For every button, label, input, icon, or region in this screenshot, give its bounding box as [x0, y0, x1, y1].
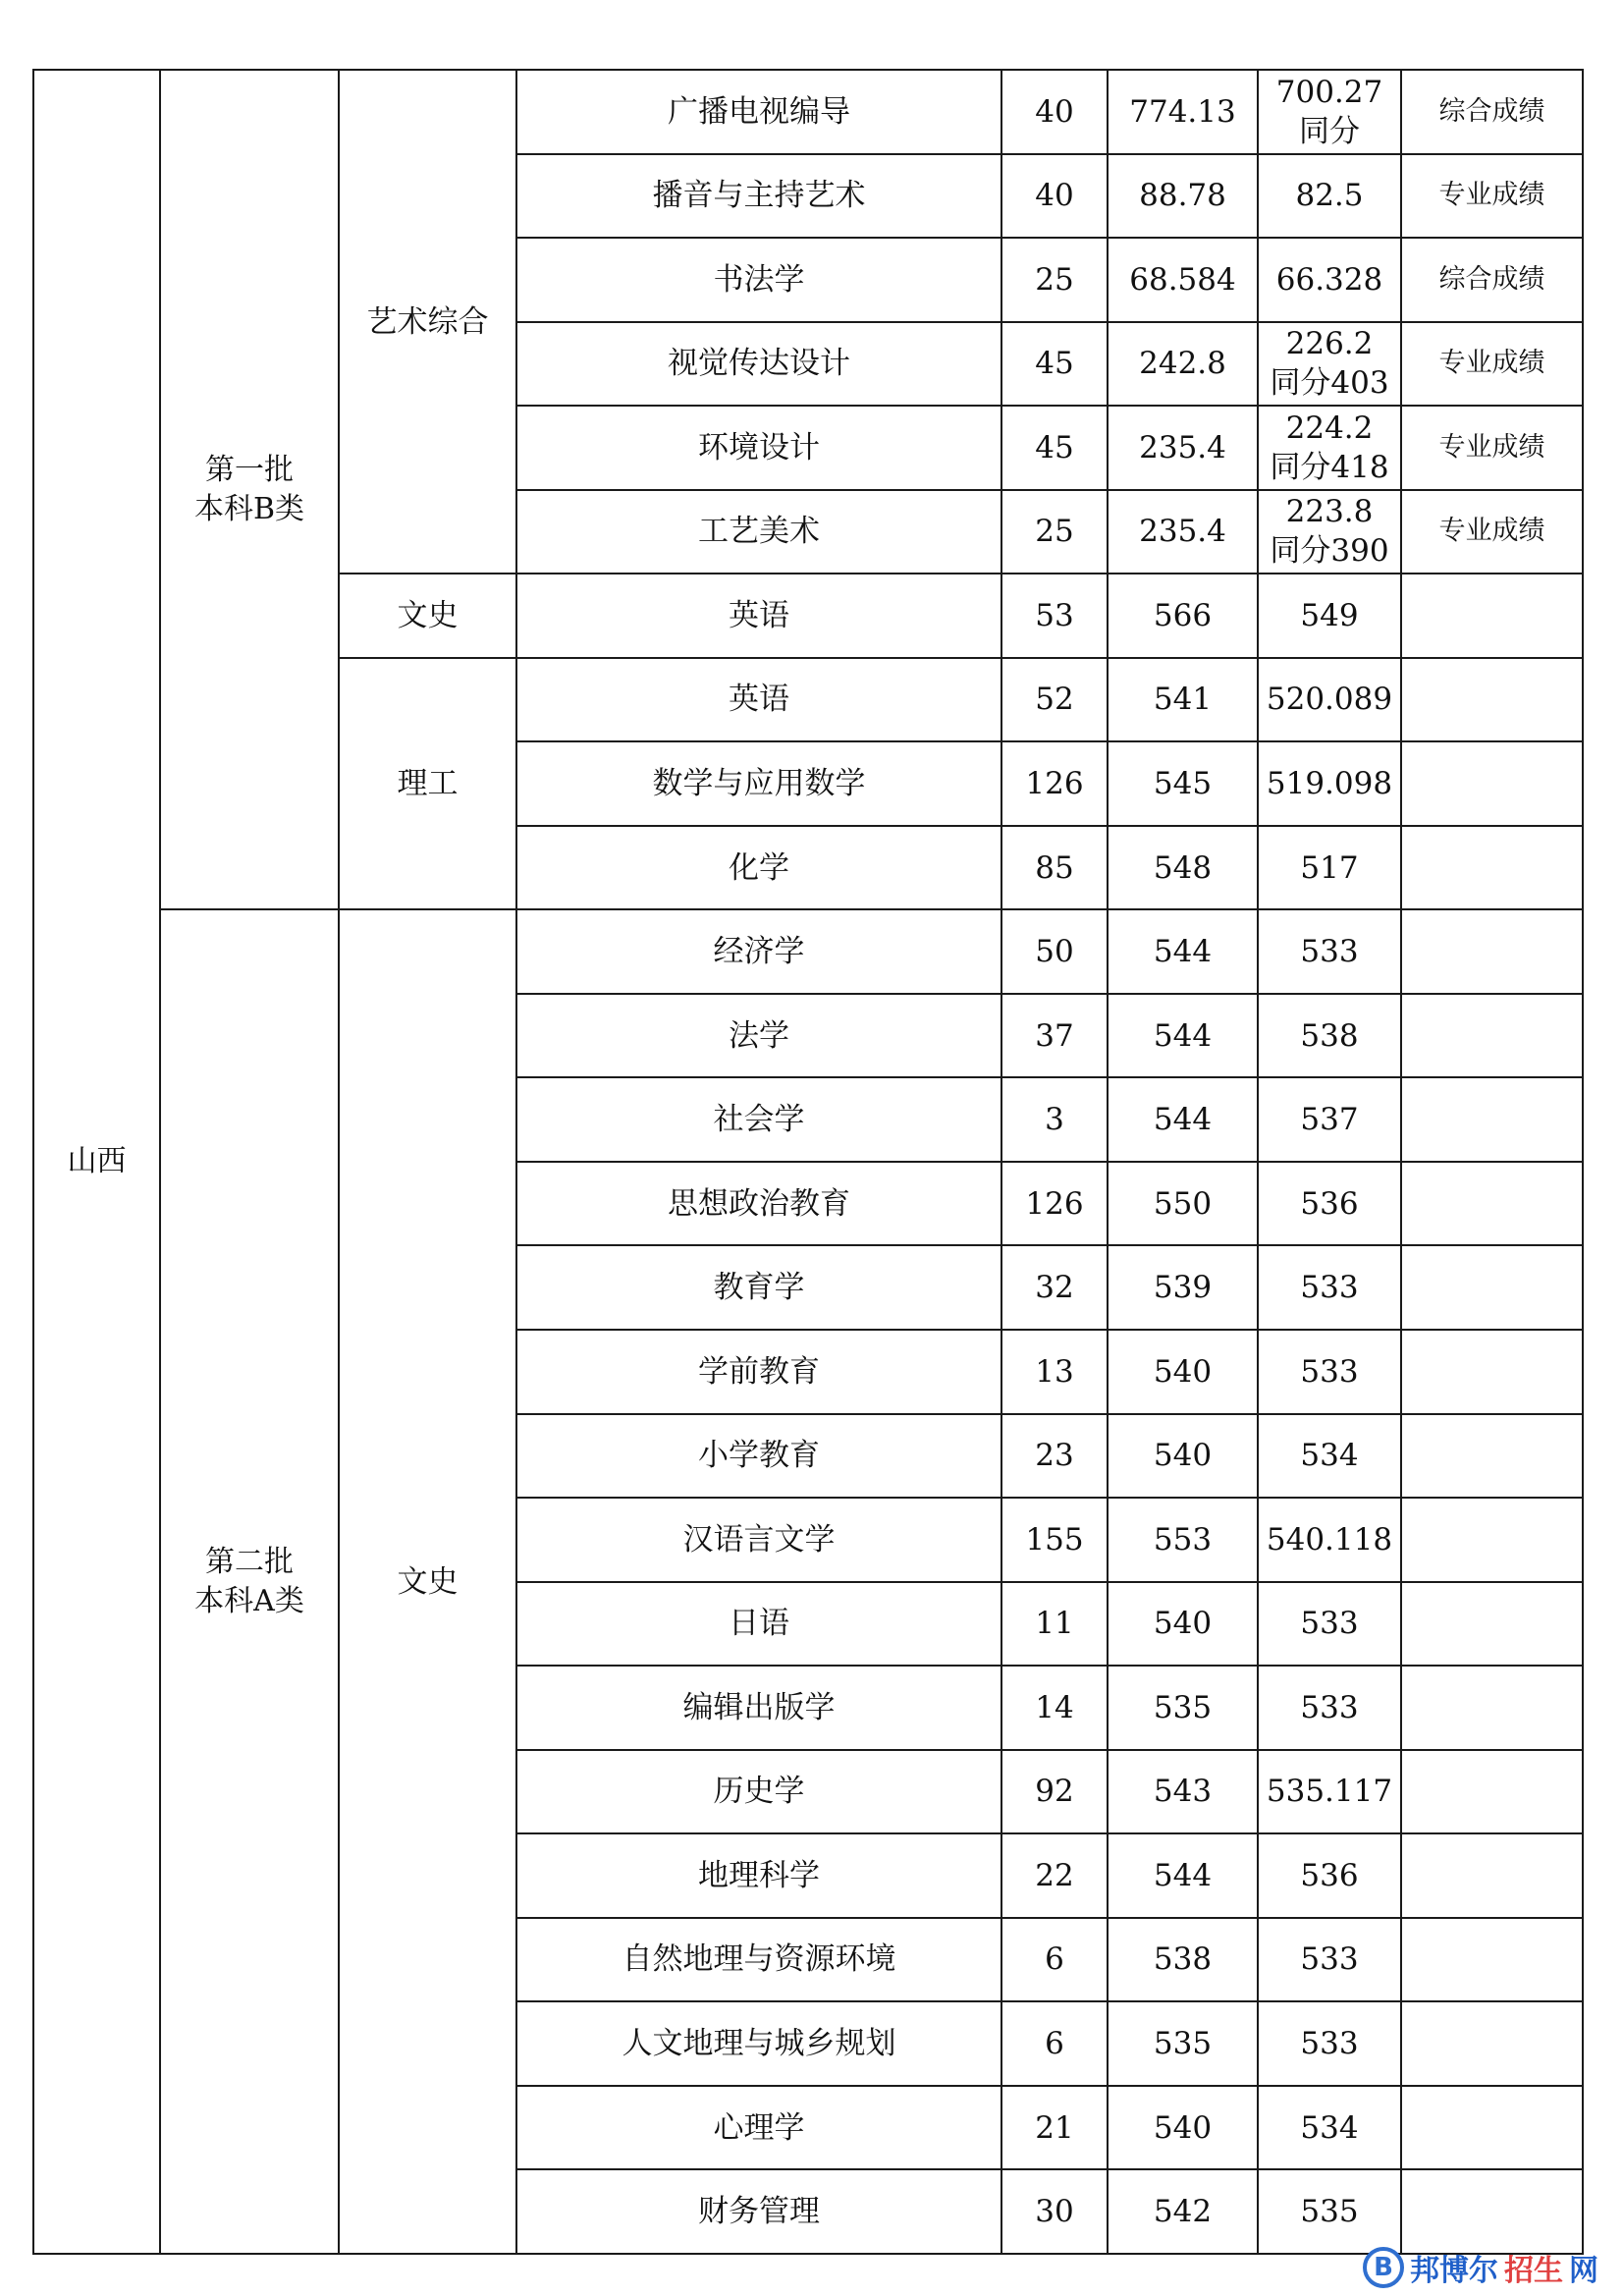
major-cell: 人文地理与城乡规划 — [516, 2001, 1001, 2086]
plan-count-cell: 14 — [1001, 1666, 1108, 1750]
plan-count-cell: 40 — [1001, 154, 1108, 239]
min-score-cell: 535 — [1258, 2169, 1401, 2254]
min-score-note: 同分 — [1299, 113, 1360, 149]
remark-cell — [1401, 1245, 1583, 1330]
major-cell: 地理科学 — [516, 1833, 1001, 1918]
min-score-value: 700.27 — [1275, 74, 1383, 110]
plan-count-cell: 50 — [1001, 909, 1108, 994]
max-score-cell: 540 — [1108, 2086, 1258, 2170]
plan-count-cell: 3 — [1001, 1077, 1108, 1162]
major-cell: 英语 — [516, 658, 1001, 742]
max-score-cell: 544 — [1108, 909, 1258, 994]
plan-count-cell: 92 — [1001, 1750, 1108, 1834]
min-score-cell: 517 — [1258, 826, 1401, 910]
remark-cell — [1401, 1666, 1583, 1750]
remark-cell — [1401, 909, 1583, 994]
max-score-cell: 538 — [1108, 1918, 1258, 2002]
min-score-cell — [1258, 322, 1401, 407]
max-score-cell: 540 — [1108, 1414, 1258, 1499]
min-score-note: 同分390 — [1270, 533, 1389, 570]
min-score-cell: 536 — [1258, 1162, 1401, 1246]
max-score-cell: 68.584 — [1108, 238, 1258, 322]
plan-count-cell: 45 — [1001, 406, 1108, 490]
major-cell: 经济学 — [516, 909, 1001, 994]
min-score-cell: 533 — [1258, 909, 1401, 994]
remark-cell: 专业成绩 — [1401, 406, 1583, 490]
remark-cell — [1401, 1918, 1583, 2002]
max-score-cell: 242.8 — [1108, 322, 1258, 407]
major-cell: 书法学 — [516, 238, 1001, 322]
min-score-cell: 538 — [1258, 994, 1401, 1078]
remark-cell — [1401, 2001, 1583, 2086]
plan-count-cell: 45 — [1001, 322, 1108, 407]
min-score-cell: 549 — [1258, 574, 1401, 658]
min-score-cell: 536 — [1258, 1833, 1401, 1918]
max-score-cell: 543 — [1108, 1750, 1258, 1834]
table-row — [33, 909, 1583, 994]
major-cell: 播音与主持艺术 — [516, 154, 1001, 239]
plan-count-cell: 126 — [1001, 741, 1108, 826]
major-cell: 编辑出版学 — [516, 1666, 1001, 1750]
min-score-cell: 540.118 — [1258, 1498, 1401, 1582]
category-cell: 文史 — [339, 574, 516, 658]
major-cell: 日语 — [516, 1582, 1001, 1667]
remark-cell: 专业成绩 — [1401, 322, 1583, 407]
remark-cell — [1401, 1414, 1583, 1499]
plan-count-cell: 11 — [1001, 1582, 1108, 1667]
max-score-cell: 566 — [1108, 574, 1258, 658]
min-score-cell: 533 — [1258, 1666, 1401, 1750]
plan-count-cell: 37 — [1001, 994, 1108, 1078]
min-score-cell: 82.5 — [1258, 154, 1401, 239]
major-cell: 化学 — [516, 826, 1001, 910]
major-cell: 广播电视编导 — [516, 70, 1001, 154]
plan-count-cell: 53 — [1001, 574, 1108, 658]
remark-cell — [1401, 1077, 1583, 1162]
min-score-value: 224.2 — [1285, 410, 1374, 446]
batch-cell — [160, 909, 339, 2254]
min-score-value: 226.2 — [1285, 326, 1374, 362]
plan-count-cell: 126 — [1001, 1162, 1108, 1246]
plan-count-cell: 6 — [1001, 2001, 1108, 2086]
remark-cell: 专业成绩 — [1401, 154, 1583, 239]
remark-cell — [1401, 574, 1583, 658]
min-score-note: 同分418 — [1270, 449, 1389, 485]
min-score-value: 223.8 — [1285, 494, 1374, 530]
plan-count-cell: 13 — [1001, 1330, 1108, 1414]
remark-cell — [1401, 1162, 1583, 1246]
plan-count-cell: 22 — [1001, 1833, 1108, 1918]
category-cell: 艺术综合 — [339, 70, 516, 574]
max-score-cell: 540 — [1108, 1330, 1258, 1414]
min-score-note: 同分403 — [1270, 365, 1389, 402]
min-score-cell: 533 — [1258, 1582, 1401, 1667]
plan-count-cell: 21 — [1001, 2086, 1108, 2170]
remark-cell — [1401, 741, 1583, 826]
major-cell: 法学 — [516, 994, 1001, 1078]
major-cell: 自然地理与资源环境 — [516, 1918, 1001, 2002]
max-score-cell: 539 — [1108, 1245, 1258, 1330]
province-cell: 山西 — [33, 70, 160, 2254]
max-score-cell: 544 — [1108, 1833, 1258, 1918]
plan-count-cell: 30 — [1001, 2169, 1108, 2254]
category-cell: 文史 — [339, 909, 516, 2254]
site-watermark — [1363, 2245, 1598, 2290]
max-score-cell: 544 — [1108, 994, 1258, 1078]
min-score-cell: 520.089 — [1258, 658, 1401, 742]
watermark-text-b: 招生 — [1504, 2254, 1563, 2288]
major-cell: 学前教育 — [516, 1330, 1001, 1414]
major-cell: 教育学 — [516, 1245, 1001, 1330]
category-cell: 理工 — [339, 658, 516, 910]
remark-cell — [1401, 2169, 1583, 2254]
max-score-cell: 541 — [1108, 658, 1258, 742]
max-score-cell: 235.4 — [1108, 490, 1258, 574]
remark-cell — [1401, 1330, 1583, 1414]
min-score-cell — [1258, 490, 1401, 574]
max-score-cell: 542 — [1108, 2169, 1258, 2254]
remark-cell: 专业成绩 — [1401, 490, 1583, 574]
min-score-cell: 534 — [1258, 1414, 1401, 1499]
major-cell: 工艺美术 — [516, 490, 1001, 574]
batch-line: 本科B类 — [193, 491, 305, 526]
plan-count-cell: 25 — [1001, 238, 1108, 322]
plan-count-cell: 52 — [1001, 658, 1108, 742]
major-cell: 财务管理 — [516, 2169, 1001, 2254]
remark-cell — [1401, 1498, 1583, 1582]
brand-logo-icon: B — [1363, 2247, 1404, 2288]
max-score-cell: 235.4 — [1108, 406, 1258, 490]
min-score-cell: 533 — [1258, 1918, 1401, 2002]
min-score-cell: 533 — [1258, 1330, 1401, 1414]
max-score-cell: 540 — [1108, 1582, 1258, 1667]
remark-cell: 综合成绩 — [1401, 70, 1583, 154]
major-cell: 思想政治教育 — [516, 1162, 1001, 1246]
remark-cell: 综合成绩 — [1401, 238, 1583, 322]
admission-score-table — [32, 69, 1584, 2255]
batch-line: 第二批 — [205, 1544, 294, 1579]
plan-count-cell: 25 — [1001, 490, 1108, 574]
max-score-cell: 535 — [1108, 2001, 1258, 2086]
max-score-cell: 545 — [1108, 741, 1258, 826]
min-score-cell: 535.117 — [1258, 1750, 1401, 1834]
min-score-cell: 537 — [1258, 1077, 1401, 1162]
max-score-cell: 774.13 — [1108, 70, 1258, 154]
batch-line: 第一批 — [205, 452, 294, 487]
major-cell: 历史学 — [516, 1750, 1001, 1834]
table-row — [33, 70, 1583, 154]
remark-cell — [1401, 994, 1583, 1078]
remark-cell — [1401, 1833, 1583, 1918]
plan-count-cell: 155 — [1001, 1498, 1108, 1582]
min-score-cell: 534 — [1258, 2086, 1401, 2170]
major-cell: 英语 — [516, 574, 1001, 658]
remark-cell — [1401, 1582, 1583, 1667]
remark-cell — [1401, 826, 1583, 910]
watermark-text-a: 邦博尔 — [1410, 2254, 1498, 2288]
min-score-cell — [1258, 406, 1401, 490]
max-score-cell: 544 — [1108, 1077, 1258, 1162]
max-score-cell: 553 — [1108, 1498, 1258, 1582]
plan-count-cell: 85 — [1001, 826, 1108, 910]
max-score-cell: 550 — [1108, 1162, 1258, 1246]
major-cell: 社会学 — [516, 1077, 1001, 1162]
remark-cell — [1401, 658, 1583, 742]
max-score-cell: 88.78 — [1108, 154, 1258, 239]
min-score-cell: 533 — [1258, 1245, 1401, 1330]
major-cell: 数学与应用数学 — [516, 741, 1001, 826]
min-score-cell: 66.328 — [1258, 238, 1401, 322]
plan-count-cell: 40 — [1001, 70, 1108, 154]
major-cell: 汉语言文学 — [516, 1498, 1001, 1582]
batch-line: 本科A类 — [194, 1583, 304, 1618]
major-cell: 环境设计 — [516, 406, 1001, 490]
batch-cell — [160, 70, 339, 909]
remark-cell — [1401, 2086, 1583, 2170]
major-cell: 小学教育 — [516, 1414, 1001, 1499]
major-cell: 视觉传达设计 — [516, 322, 1001, 407]
watermark-text-c: 网 — [1569, 2254, 1598, 2288]
major-cell: 心理学 — [516, 2086, 1001, 2170]
max-score-cell: 548 — [1108, 826, 1258, 910]
plan-count-cell: 32 — [1001, 1245, 1108, 1330]
max-score-cell: 535 — [1108, 1666, 1258, 1750]
plan-count-cell: 23 — [1001, 1414, 1108, 1499]
min-score-cell: 519.098 — [1258, 741, 1401, 826]
remark-cell — [1401, 1750, 1583, 1834]
min-score-cell — [1258, 70, 1401, 154]
min-score-cell: 533 — [1258, 2001, 1401, 2086]
plan-count-cell: 6 — [1001, 1918, 1108, 2002]
